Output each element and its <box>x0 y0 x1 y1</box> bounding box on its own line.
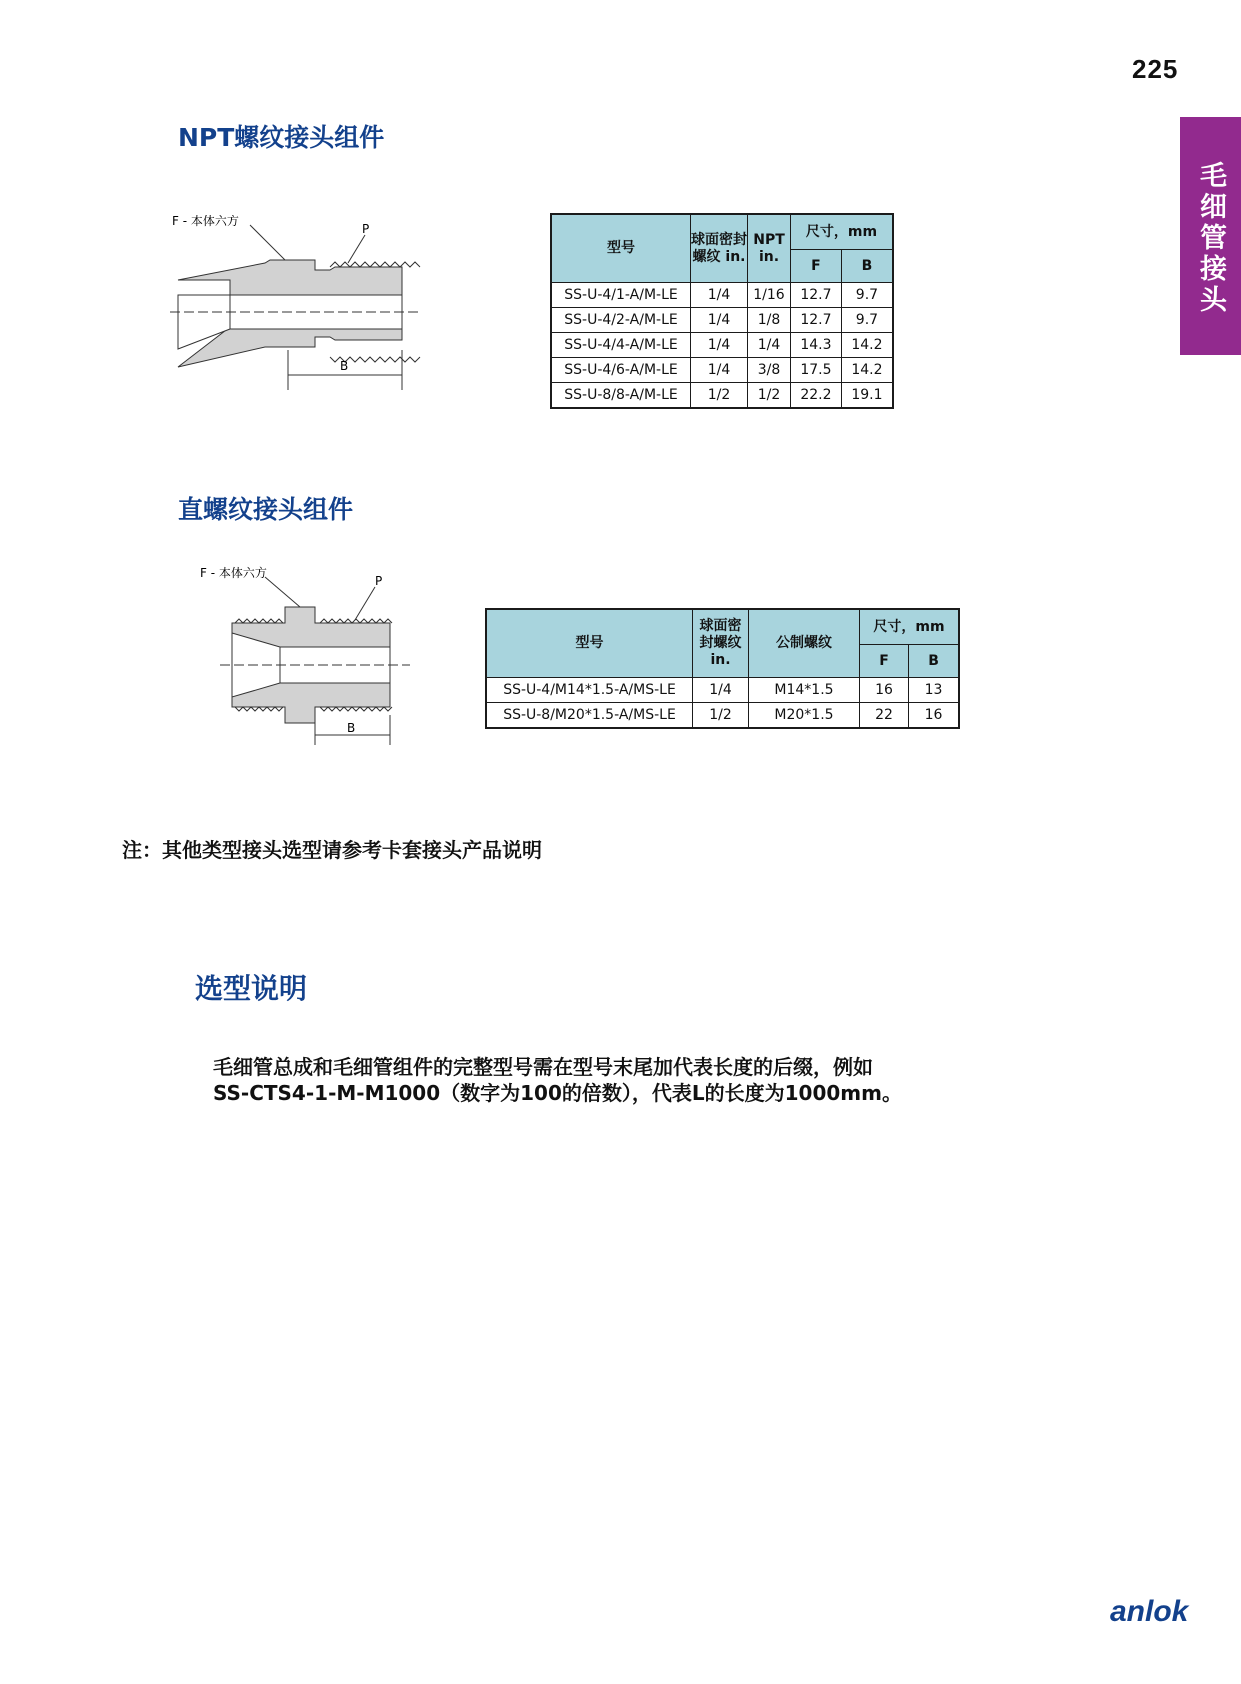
cell-thread: 1/8 <box>748 308 791 333</box>
cell-model: SS-U-4/6-A/M-LE <box>551 358 691 383</box>
selection-description <box>213 1054 902 1106</box>
cell-seal: 1/2 <box>691 383 748 409</box>
cell-thread: M20*1.5 <box>749 703 860 729</box>
straight-hex-label: F - 本体六方 <box>200 566 267 580</box>
cell-b: 9.7 <box>841 308 893 333</box>
cell-thread: M14*1.5 <box>749 678 860 703</box>
table-row <box>551 333 893 358</box>
cell-seal: 1/4 <box>691 283 748 308</box>
cell-seal: 1/4 <box>691 333 748 358</box>
description-line-1: 毛细管总成和毛细管组件的完整型号需在型号末尾加代表长度的后缀，例如 <box>213 1055 873 1079</box>
cell-seal: 1/4 <box>693 678 749 703</box>
npt-p-label: P <box>362 222 370 236</box>
side-tab <box>1180 117 1241 355</box>
npt-spec-table <box>550 213 894 409</box>
straight-fitting-drawing <box>190 565 430 750</box>
header-model: 型号 <box>551 214 691 283</box>
cell-model: SS-U-4/2-A/M-LE <box>551 308 691 333</box>
header-size: 尺寸，mm <box>860 609 960 645</box>
cell-model: SS-U-8/8-A/M-LE <box>551 383 691 409</box>
section-title-npt: NPT螺纹接头组件 <box>178 123 385 152</box>
straight-p-label: P <box>375 574 383 588</box>
cell-b: 9.7 <box>841 283 893 308</box>
cell-f: 12.7 <box>791 283 842 308</box>
header-ball-seal: 球面密封螺纹 in. <box>693 609 749 678</box>
note-text: 注：其他类型接头选型请参考卡套接头产品说明 <box>122 838 542 862</box>
header-npt: NPT in. <box>748 214 791 283</box>
cell-f: 22 <box>860 703 909 729</box>
cell-f: 17.5 <box>791 358 842 383</box>
table-row <box>551 383 893 409</box>
cell-seal: 1/2 <box>693 703 749 729</box>
cell-f: 22.2 <box>791 383 842 409</box>
cell-f: 14.3 <box>791 333 842 358</box>
section-title-straight: 直螺纹接头组件 <box>178 495 354 524</box>
cell-thread: 1/4 <box>748 333 791 358</box>
npt-hex-label: F - 本体六方 <box>172 215 239 228</box>
header-metric: 公制螺纹 <box>749 609 860 678</box>
cell-thread: 3/8 <box>748 358 791 383</box>
table-row <box>551 308 893 333</box>
npt-fitting-drawing <box>170 215 430 410</box>
table-row <box>551 358 893 383</box>
header-b: B <box>909 645 959 678</box>
table-row <box>486 678 959 703</box>
cell-thread: 1/16 <box>748 283 791 308</box>
side-tab-label: 毛细管接头 <box>1195 161 1226 316</box>
cell-model: SS-U-4/M14*1.5-A/MS-LE <box>486 678 693 703</box>
cell-model: SS-U-4/4-A/M-LE <box>551 333 691 358</box>
cell-thread: 1/2 <box>748 383 791 409</box>
header-size: 尺寸，mm <box>791 214 894 250</box>
cell-b: 16 <box>909 703 959 729</box>
header-model: 型号 <box>486 609 693 678</box>
header-b: B <box>841 250 893 283</box>
brand-logo: anlok <box>1110 1595 1189 1628</box>
table-row <box>551 283 893 308</box>
cell-model: SS-U-4/1-A/M-LE <box>551 283 691 308</box>
page-number: 225 <box>1132 54 1179 84</box>
header-f: F <box>791 250 842 283</box>
header-ball-seal: 球面密封螺纹 in. <box>691 214 748 283</box>
cell-b: 13 <box>909 678 959 703</box>
table-row <box>486 703 959 729</box>
cell-b: 14.2 <box>841 333 893 358</box>
section-title-selection: 选型说明 <box>195 972 308 1005</box>
cell-b: 14.2 <box>841 358 893 383</box>
straight-b-label: B <box>347 721 356 735</box>
cell-seal: 1/4 <box>691 308 748 333</box>
cell-seal: 1/4 <box>691 358 748 383</box>
header-f: F <box>860 645 909 678</box>
cell-model: SS-U-8/M20*1.5-A/MS-LE <box>486 703 693 729</box>
description-line-2: SS-CTS4-1-M-M1000（数字为100的倍数），代表L的长度为1000mm。 <box>213 1081 902 1105</box>
cell-f: 16 <box>860 678 909 703</box>
straight-spec-table <box>485 608 960 729</box>
npt-b-label: B <box>340 359 349 373</box>
cell-b: 19.1 <box>841 383 893 409</box>
cell-f: 12.7 <box>791 308 842 333</box>
